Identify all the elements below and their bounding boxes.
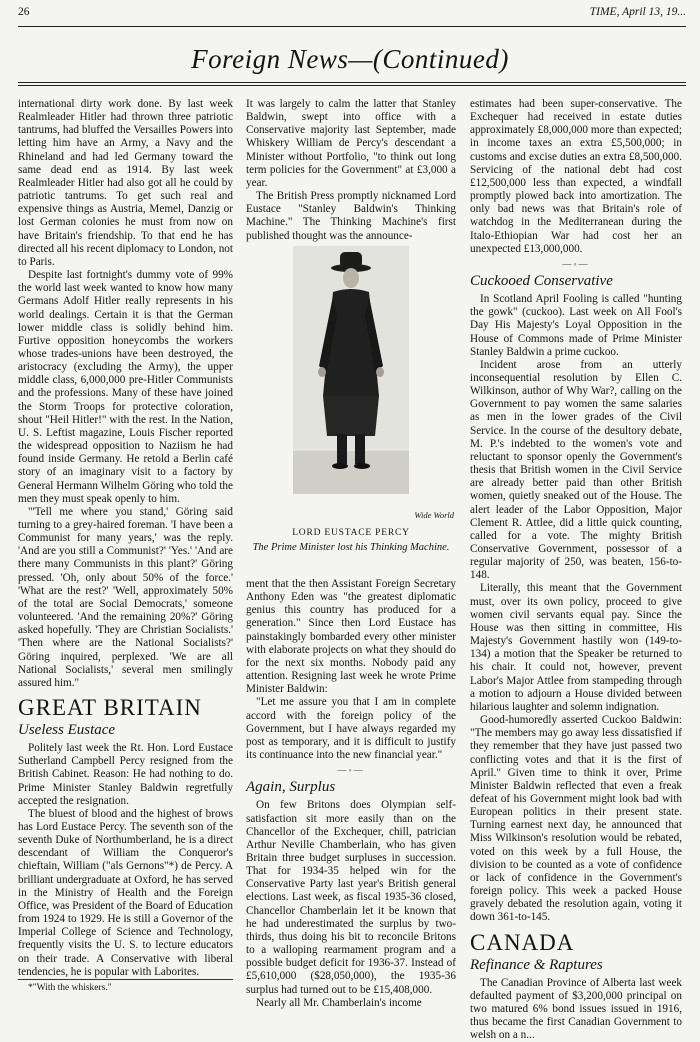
paragraph: In Scotland April Fooling is called "hunting the gowk" (cuckoo). Last week on All Fool's Day His Majesty's Loyal Opposition in the House of Commons made of Prime Minister Stanley Baldwin a prime cuckoo.: [470, 293, 682, 358]
column-1: [18, 98, 233, 995]
article-headline: Cuckooed Conservative: [470, 273, 613, 290]
paragraph: Politely last week the Rt. Hon. Lord Eustace Sutherland Campbell Percy resigned from the British Cabinet. Reason: He had nothing to do. Prime Minister Stanley Baldwin regretfully accepted the resignation.: [18, 742, 233, 807]
paragraph: Incident arose from an utterly inconsequential resolution by Ellen C. Wilkinson, author of Why War?, calling on the Government to pay women the same salaries as men in the lower grades of the Civil Service. In the course of the desultory debate, M. P.'s indebted to the women's vote and reluctant to sponsor openly the Government's thesis that British women in the Civil Service are already better paid than other British women, quietly sneaked out of the House. The alert leader of the Labor Opposition, Major Clement R. Attlee, did a little quick counting, called for a vote. The mighty British Conservative Government, possessor of a regular majority of 250, was beaten, 156-to-148.: [470, 358, 682, 582]
paragraph: ment that the then Assistant Foreign Secretary Anthony Eden was "the greatest diplomatic genius this country has produced for a generation." Since then Lord Eustace has painstakingly bombarded every other minister with elaborate projects on what they should do for the next six months. Nobody paid any attention. Resigning last week he wrote Prime Minister Baldwin:: [246, 578, 456, 696]
caption-text: The Prime Minister lost his Thinking Machine.: [252, 542, 450, 553]
article-headline: Refinance & Raptures: [470, 956, 603, 973]
section-title: Foreign News—(Continued): [191, 44, 509, 74]
paragraph: Good-humoredly asserted Cuckoo Baldwin: "The members may go away less dissatisfied if they remember that they have just passed two conflicting votes and that it is the first of April." Given time to think it over, Prime Minister Baldwin reflected that even a freak defeat of his Government might look bad with European politics in their present state. Turning earnest next day, he announced that Miss Wilkinson's resolution would be rebated, voted on this week by a full House, the division to be counted as a vote of confidence or lack of confidence in the Government's foreign policy. This week a packed House gravely debated the resolution again, voting it down 361-to-145.: [470, 714, 682, 924]
title-rule-bottom: [18, 85, 686, 86]
publication-line: TIME, April 13, 19...: [589, 6, 686, 18]
paragraph: The bluest of blood and the highest of brows has Lord Eustace Percy. The seventh son of the seventh Duke of Northumberland, he is a direct descendant of William the Conqueror's chieftain, William ("als Gernons"*) de Percy. A brilliant undergraduate at Oxford, he has served in the Ministry of Health and the Foreign Office, was President of the Board of Education from 1924 to 1929. He is still a Governor of the Imperial College of Science and Technology, frequently visits the U. S. to lecture educators on their trade. A Conservative with liberal tendencies, he is popular with Laborites.: [18, 807, 233, 978]
man-in-overcoat-photo: [293, 246, 409, 494]
column-3: [470, 98, 682, 1042]
paragraph: Nearly all Mr. Chamberlain's income: [256, 996, 422, 1009]
photo-block: [246, 246, 456, 586]
section-separator: —◦—: [562, 258, 590, 269]
paragraph: Literally, this meant that the Government must, over its own policy, proceed to give women civil servants equal pay. Since the House was then sitting in committee, His Majesty's Government hastily won (149-to-134) a motion that the Speaker be returned to his chair. It could not, however, prevent Labor's Major Attlee from stampeding through a motion to adjourn a House divided between hilarious laughter and solemn indignation.: [470, 582, 682, 713]
page-number: 26: [18, 6, 30, 18]
paragraph: international dirty work done. By last week Realmleader Hitler had thrown three patriotic tantrums, had bluffed the Versailles Powers into letting him have an Army, a Navy and the Rhineland and had led Germany toward the same dead end as 1914. By last week Realmleader Hitler had also got all he could by patriotic tantrums. To get such real and expensive things as Austria, Memel, Danzig or lost German colonies he must from now on have Britain's friendship. To that end he has directed all his recent diplomacy to London, not to Paris.: [18, 98, 233, 268]
paragraph: "Let me assure you that I am in complete accord with the foreign policy of the Government, but I have always regarded my post as temporary, and it is difficult to justify its continuance into the new financial year.": [246, 696, 456, 762]
department-heading-great-britain: GREAT BRITAIN: [18, 695, 202, 721]
section-separator: —◦—: [337, 765, 365, 776]
photo: [293, 246, 409, 494]
paragraph: Despite last fortnight's dummy vote of 99% the world last week wanted to know how many Germans Adolf Hitler really represents in his world dealings. Certain it is that the German lower middle class is solidly behind him. Furtive opposition honeycombs the workers whose trades-unions have been destroyed, the aristocracy (excluding the Army), the upper middle class, 6,000,000 pre-Hitler Communists and the professions. Many of these have joined the Storm Troops for protective coloration, shout "Heil Hitler!" with the rest. In the Nation, U. S. Leftist magazine, Louis Fischer reported the widespread opposition to Naziism he had found inside Germany. He retold a Berlin café story of an imaginary visit to a factory by General Hermann Wilhelm Göring who told the men they must speak openly to him.: [18, 269, 233, 505]
department-heading-canada: CANADA: [470, 929, 575, 955]
article-headline: Useless Eustace: [18, 722, 116, 739]
paragraph: It was largely to calm the latter that Stanley Baldwin, swept into office with a Conservative majority last September, made Whiskery William de Percy's descendant a Minister without Portfolio, "to think out long term policies for the Government" at £3,000 a year.: [246, 98, 456, 189]
paragraph: The British Press promptly nicknamed Lord Eustace "Stanley Baldwin's Thinking Machine." The Thinking Machine's first published thought was the announce-: [246, 190, 456, 242]
paragraph: The Canadian Province of Alberta last week defaulted payment of $3,200,000 principal on two matured 6% bond issues issued in 1916, thus became the first Canadian Government to welsh on a n...: [470, 976, 682, 1042]
paragraph: estimates had been super-conservative. The Exchequer had received in estate duties approximately £8,000,000 more than expected; in income taxes an extra £5,500,000; in customs and excise duties an extra £8,500,000. Servicing of the national debt had cost £12,500,000 less than expected, a windfall promptly plowed back into amortization. The only bad news was that Britain's role of watchdog in the Mediterranean during the Italo-Ethiopian War had cost her an unexpected £13,000,000.: [470, 98, 682, 255]
article-headline: Again, Surplus: [246, 779, 336, 796]
paragraph: On few Britons does Olympian self-satisfaction sit more easily than on the Chancellor of the Exchequer, chill, patrician Arthur Neville Chamberlain, who has given Britain three budget surpluses in succession. That for 1934-35 helped win for the Conservative Party last year's British general elections. Last week, as fiscal 1935-36 closed, Chancellor Chamberlain let it be known that he had underestimated the surplus by two-thirds, thus doing his bit to reconcile Britons to a walloping rearmament program and a possible budget deficit for 1936-37. Instead of £5,610,000 ($28,050,000), the 1935-36 surplus had turned out to be £15,408,000.: [246, 799, 456, 996]
paragraph: "'Tell me where you stand,' Göring said turning to a grey-haired foreman. 'I have been a Communist for many years,' was the reply. 'And are you still a Communist?' 'Yes.' 'And are there many Communists in this plant?' Göring pressed. 'Oh, only about 50% of the force.' 'What are the rest?' 'Well, approximately 50% of the total are Social Democrats,' someone volunteered. 'And the remaining 20%?' Göring asked hopefully. 'They are Christian Socialists.' 'Then where are the National Socialists?' Göring inquired, perplexed. 'We are all National Socialists,' several men smilingly assured him.": [18, 505, 233, 689]
top-rule: [18, 26, 686, 27]
column-2-continued: [246, 578, 456, 1010]
caption-name: LORD EUSTACE PERCY: [292, 528, 410, 538]
photo-credit: Wide World: [414, 510, 454, 520]
footnote: *"With the whiskers.": [18, 979, 233, 995]
column-2: [246, 98, 456, 243]
title-rule-top: [18, 82, 686, 83]
